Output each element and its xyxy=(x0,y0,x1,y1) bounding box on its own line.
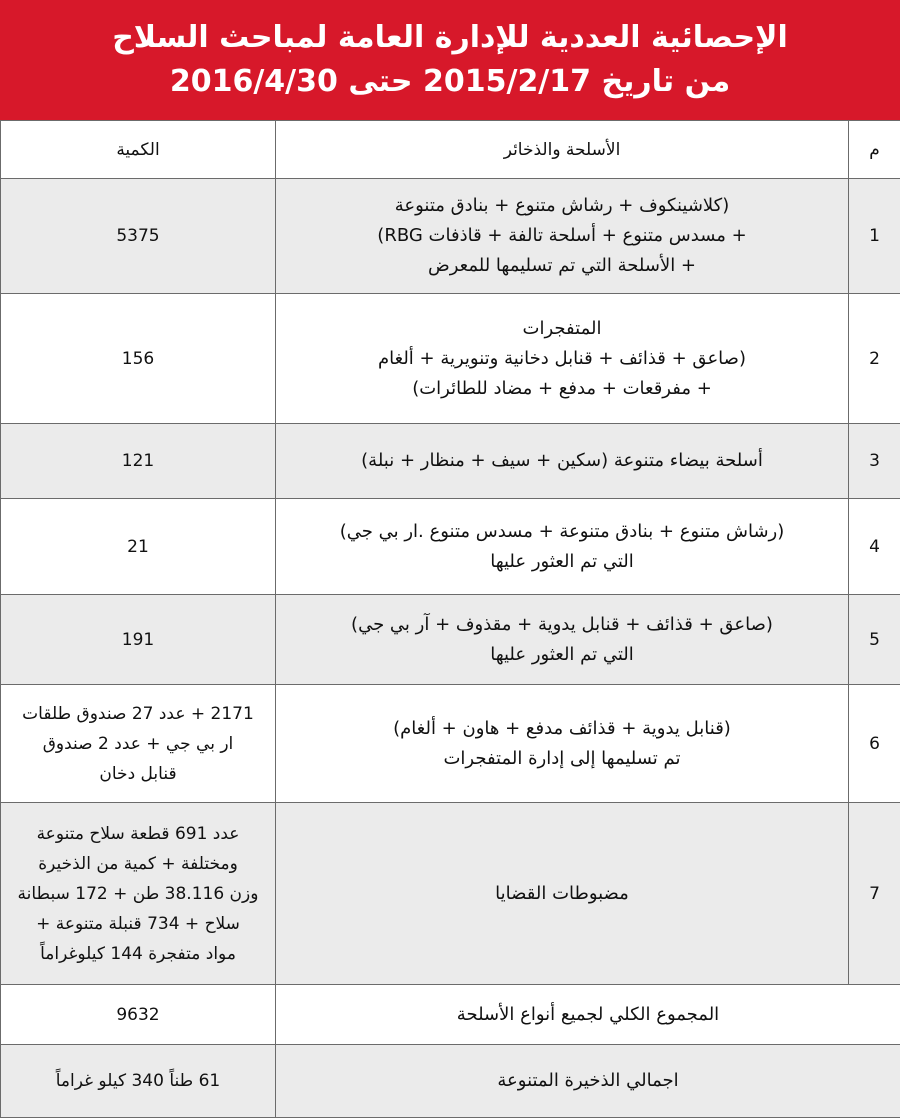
row-items xyxy=(276,595,849,685)
row-items xyxy=(276,685,849,803)
table-row xyxy=(1,499,900,595)
column-header-quantity: الكمية xyxy=(1,121,276,179)
header-title: الإحصائية العددية للإدارة العامة لمباحث السلاح xyxy=(112,20,788,55)
row-quantity-line: عدد 691 قطعة سلاح متنوعة xyxy=(36,823,240,844)
ammo-total-value: 61 طناً 340 كيلو غراماً xyxy=(1,1045,276,1118)
column-header-index: م xyxy=(849,121,900,179)
row-items-line: (صاعق + قذائف + قنابل يدوية + مقذوف + آر بي جي) xyxy=(351,613,773,635)
row-items-line: أسلحة بيضاء متنوعة (سكين + سيف + منظار + نبلة) xyxy=(361,450,763,471)
row-quantity-line: 2171 + عدد 27 صندوق طلقات xyxy=(22,703,254,724)
row-quantity: 156 xyxy=(1,294,276,424)
row-items-line: (قنابل يدوية + قذائف مدفع + هاون + ألغام) xyxy=(393,717,731,739)
header-date-range: من تاريخ 2015/2/17 حتى 2016/4/30 xyxy=(169,64,731,99)
ammo-total-row xyxy=(1,1045,900,1118)
row-items-line: (رشاش متنوع + بنادق متنوعة + مسدس متنوع .ار بي جي) xyxy=(339,520,785,542)
row-quantity: 21 xyxy=(1,499,276,595)
total-value: 9632 xyxy=(1,985,276,1045)
table-row xyxy=(1,424,900,499)
row-items xyxy=(276,499,849,595)
total-row xyxy=(1,985,900,1045)
ammo-total-label: اجمالي الذخيرة المتنوعة xyxy=(276,1045,900,1118)
row-quantity-line: سلاح + 734 قنبلة متنوعة + xyxy=(36,913,240,934)
row-items-line: (كلاشينكوف + رشاش متنوع + بنادق متنوعة xyxy=(394,195,730,216)
row-quantity-line: وزن 38.116 طن + 172 سبطانة xyxy=(17,883,259,904)
row-items-line: (صاعق + قذائف + قنابل دخانية وتنويرية + ألغام xyxy=(378,347,746,369)
table-header-row xyxy=(1,121,900,179)
row-items xyxy=(276,424,849,499)
row-index: 7 xyxy=(849,803,900,985)
row-quantity xyxy=(1,685,276,803)
document-header xyxy=(0,0,900,120)
row-items-line: + مفرقعات + مدفع + مضاد للطائرات) xyxy=(412,377,712,399)
column-header-items: الأسلحة والذخائر xyxy=(276,121,849,179)
row-index: 6 xyxy=(849,685,900,803)
row-items-line: التي تم العثور عليها xyxy=(490,643,634,665)
row-items xyxy=(276,803,849,985)
row-index: 3 xyxy=(849,424,900,499)
row-index: 5 xyxy=(849,595,900,685)
row-quantity: 191 xyxy=(1,595,276,685)
row-quantity-line: مواد متفجرة 144 كيلوغراماً xyxy=(40,943,236,964)
row-items xyxy=(276,179,849,294)
weapons-table xyxy=(0,120,900,1118)
row-items-line: مضبوطات القضايا xyxy=(495,882,629,904)
row-items xyxy=(276,294,849,424)
row-items-line: التي تم العثور عليها xyxy=(490,550,634,572)
table-row xyxy=(1,595,900,685)
table-row xyxy=(1,803,900,985)
row-items-line: + الأسلحة التي تم تسليمها للمعرض xyxy=(427,255,697,276)
row-quantity xyxy=(1,803,276,985)
row-quantity-line: ومختلفة + كمية من الذخيرة xyxy=(38,853,238,874)
row-quantity: 5375 xyxy=(1,179,276,294)
table-row xyxy=(1,685,900,803)
row-quantity: 121 xyxy=(1,424,276,499)
row-index: 1 xyxy=(849,179,900,294)
row-index: 4 xyxy=(849,499,900,595)
row-index: 2 xyxy=(849,294,900,424)
table-row xyxy=(1,294,900,424)
row-quantity-line: قنابل دخان xyxy=(99,763,177,784)
table-row xyxy=(1,179,900,294)
row-items-line: المتفجرات xyxy=(522,317,602,339)
row-quantity-line: ار بي جي + عدد 2 صندوق xyxy=(42,733,234,754)
row-items-line: + مسدس متنوع + أسلحة تالفة + قاذفات RBG) xyxy=(377,225,747,246)
row-items-line: تم تسليمها إلى إدارة المتفجرات xyxy=(443,747,681,769)
total-label: المجموع الكلي لجميع أنواع الأسلحة xyxy=(276,985,900,1045)
